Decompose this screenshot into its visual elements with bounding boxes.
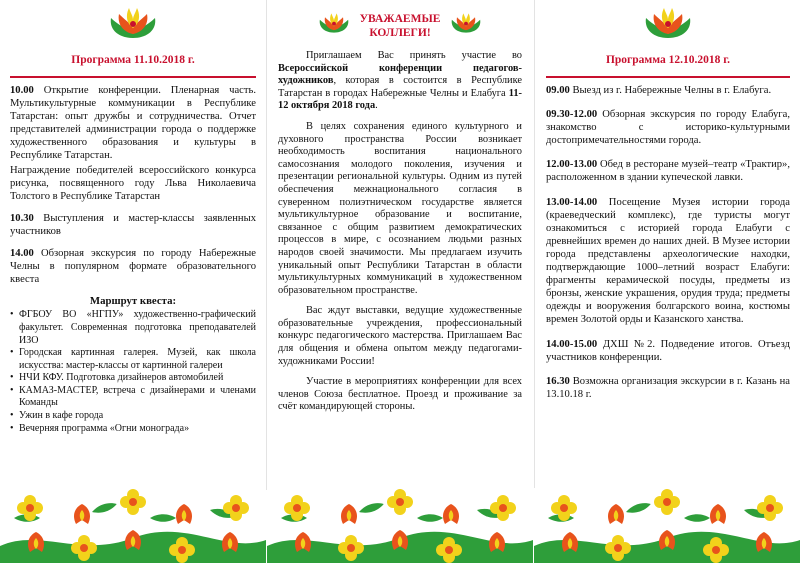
events-paragraph: Вас ждут выставки, ведущие художественные образовательные учреждения, профессиональный конкурс педагогического мастерства. Приглашаем Вас для общения и обмена опытом между педагогами-художниками России! — [278, 305, 522, 367]
program-day1-title: Программа 11.10.2018 г. — [71, 54, 195, 66]
text-run: Приглашаем Вас принять участие во — [306, 50, 522, 61]
divider-rule — [10, 76, 256, 78]
program-item — [546, 84, 790, 97]
invitation-column — [266, 0, 534, 490]
program-item — [10, 84, 256, 163]
item-time: 14.00 — [10, 248, 34, 260]
item-text: Обзорная экскурсия по городу Набережные Челны в популярном формате образовательного квеста — [10, 248, 256, 286]
route-item: • Городская картинная галерея. Музей, как школа искусства: мастер-классы от картинной галереи — [10, 347, 256, 372]
item-time: 13.00-14.00 — [546, 196, 598, 208]
item-text: Посещение Музея истории города (краеведческий комплекс), где туристы могут ознакомиться с историей города Елабуги с древнейших времен до наших дней. В Музее истории города представлены археологические находки, подтверждающие 1000–летний возраст Елабуги: фрагменты керамической посуды, предметы из бронзы, женские украшения, орудия труда; предметы одежды и вооружения болгарского воина, костюмы времен Золотой орды и Казанского ханства. — [546, 196, 790, 326]
program-day1-column — [0, 0, 266, 490]
item-text: Выезд из г. Набережные Челны в г. Елабуга. — [569, 85, 772, 96]
item-time: 16.30 — [546, 375, 570, 387]
greeting-line: УВАЖАЕМЫЕ — [359, 13, 441, 25]
item-text: Открытие конференции. Пленарная часть. Мультикультурные коммуникации в Республике Татарстан: опыт дружбы и сотрудничества. Отчет представителей администрации города о поддержке художественного образования и культуры в Республике Татарстан. — [10, 85, 256, 162]
purpose-paragraph: В целях сохранения единого культурного и духовного пространства России возникает необходимость воспитания национального самосознания молодого поколения, изучения и презентации региональной культуры. Одним из путей обеспечения межнационального согласия в суверенном полиэтническом государстве является мультикультурное образование и воспитание, связанное с общим развитием демократических процессов в мире, с осознанием людьми разных народов своей значимости. Мы предлагаем изучить уникальный опыт Республики Татарстан в области мультикультурных коммуникаций в художественном образовательном пространстве. — [278, 120, 522, 296]
floral-ornament-icon — [448, 8, 484, 38]
item-text: Обед в ресторане музей–театр «Трактир», расположенном в здании купеческой лавки. — [546, 159, 790, 184]
route-item: • Ужин в кафе города — [10, 410, 256, 423]
floral-border-band — [0, 488, 800, 563]
text-run: . — [375, 100, 378, 112]
floral-ornament-icon — [640, 4, 696, 42]
item-text: Выступления и мастер-классы заявленных участников — [10, 212, 256, 237]
route-item: • ФГБОУ ВО «НГПУ» художественно-графический факультет. Современная подготовка преподавателей ИЗО — [10, 309, 256, 347]
route-item: • Вечерняя программа «Огни монограда» — [10, 423, 256, 436]
item-text: ДХШ №2. Подведение итогов. Отъезд участников конференции. — [546, 338, 790, 363]
item-text: Обзорная экскурсия по городу Елабуга, знакомство с историко-культурными достопримечательностями города. — [546, 109, 790, 147]
item-time: 12.00-13.00 — [546, 159, 598, 171]
program-day2-column — [534, 0, 800, 490]
route-title: Маршрут квеста: — [89, 295, 177, 308]
item-time: 14.00-15.00 — [546, 338, 598, 350]
item-time: 10.30 — [10, 212, 34, 224]
invitation-paragraph — [278, 50, 522, 113]
floral-ornament-icon — [316, 8, 352, 38]
program-item — [546, 196, 790, 327]
item-time: 10.00 — [10, 85, 34, 96]
conference-date: 11-12 октября 2018 года — [278, 87, 522, 112]
divider-rule — [546, 76, 790, 78]
program-item — [10, 164, 256, 203]
program-item — [10, 247, 256, 286]
text-run: , которая в состоится в Республике Татарстан в городах Набережные Челны и Елабуга — [278, 75, 522, 99]
item-text: Награждение победителей всероссийского конкурса рисунка, посвященного году Льва Николаевича Толстого в Республике Татарстан — [10, 164, 256, 202]
invitation-header — [278, 8, 522, 40]
route-item: • НЧИ КФУ. Подготовка дизайнеров автомобилей — [10, 372, 256, 385]
route-item: • КАМАЗ-МАСТЕР, встреча с дизайнерами и членами Команды — [10, 385, 256, 410]
item-time: 09.30-12.00 — [546, 109, 598, 121]
item-text: Возможна организация экскурсии в г. Казань на 13.10.18 г. — [546, 375, 790, 400]
floral-ornament-icon — [105, 4, 161, 42]
greeting-title — [360, 12, 441, 40]
program-item — [546, 375, 790, 401]
program-item — [546, 108, 790, 147]
conference-name: Всероссийской конференции педагогов-художников — [278, 62, 522, 87]
item-time: 09.00 — [546, 85, 570, 96]
program-day2-title: Программа 12.10.2018 г. — [605, 54, 731, 66]
participation-paragraph: Участие в мероприятиях конференции для всех членов Союза бесплатное. Проезд и проживание за счёт командирующей стороны. — [278, 376, 522, 413]
program-item — [546, 158, 790, 184]
program-item — [546, 338, 790, 364]
program-item — [10, 212, 256, 238]
greeting-line: КОЛЛЕГИ! — [369, 27, 431, 39]
